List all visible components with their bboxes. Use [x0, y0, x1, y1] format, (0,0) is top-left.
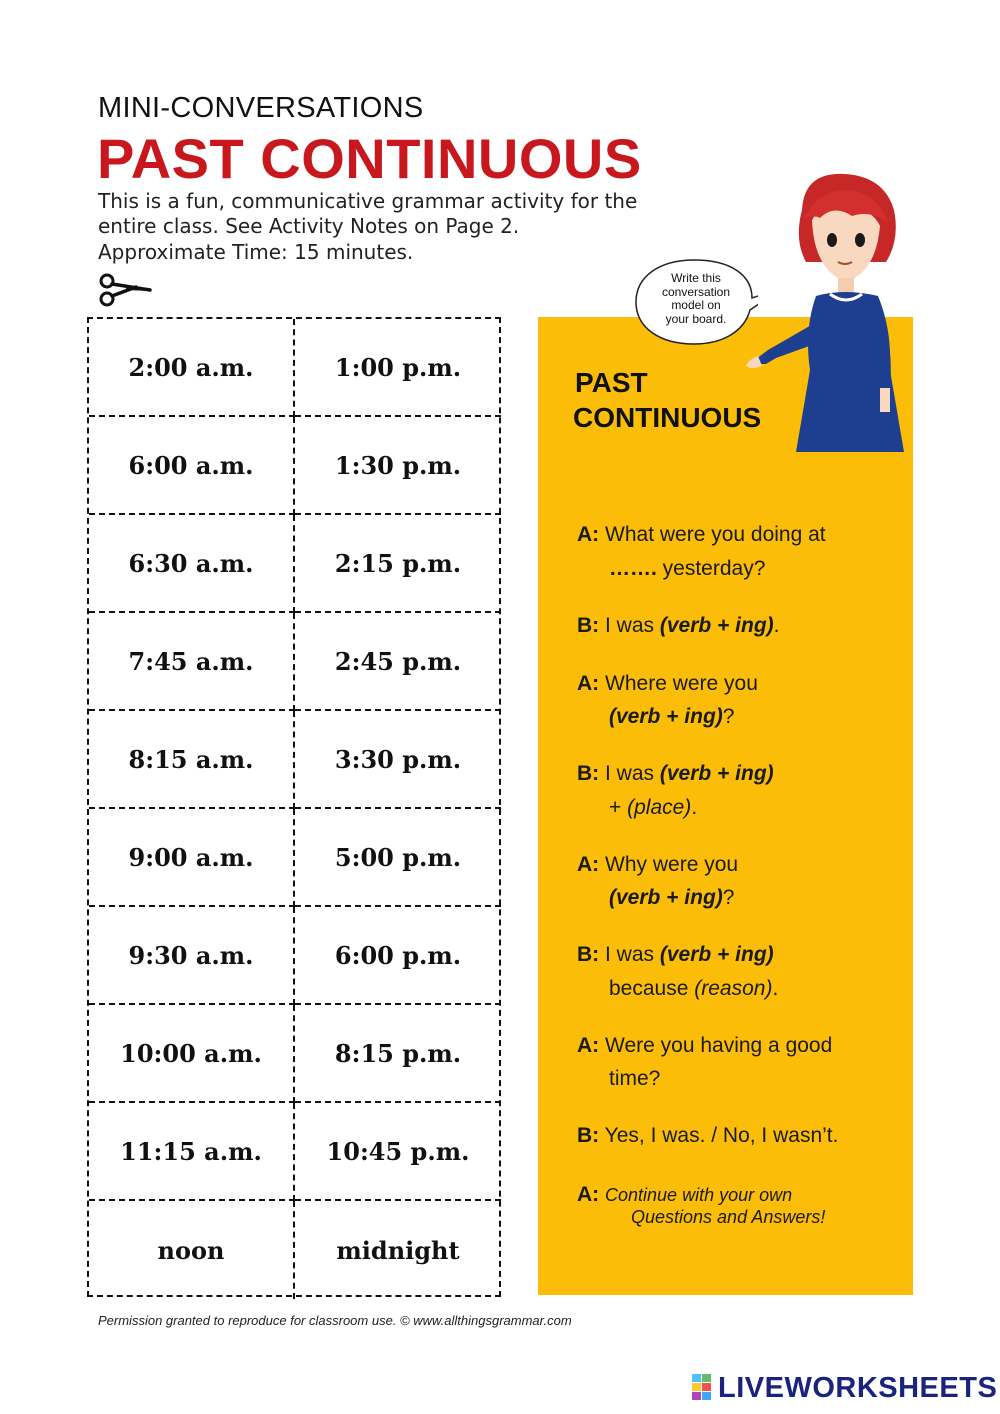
time-card[interactable]: 2:45 p.m. [295, 613, 501, 711]
dialogue-line [609, 557, 765, 581]
placeholder-text: (verb + ing) [659, 762, 774, 785]
placeholder-text: (verb + ing) [609, 705, 723, 728]
placeholder-text: (verb + ing) [659, 614, 774, 637]
dialogue-text: I was [605, 762, 660, 785]
page-subtitle: MINI-CONVERSATIONS [98, 92, 424, 124]
dialogue-text: I was [605, 614, 660, 637]
dialogue-line: time? [609, 1067, 661, 1090]
intro-line-3: Approximate Time: 15 minutes. [98, 240, 414, 264]
dialogue-text: because [609, 977, 695, 1000]
panel-title-line-1: PAST [575, 367, 648, 398]
dialogue-line [577, 762, 774, 786]
dialogue-text: . [691, 796, 698, 819]
speaker-label: A: [577, 523, 600, 546]
speech-bubble-line: conversation [661, 284, 731, 299]
dialogue-line [577, 614, 780, 638]
time-card[interactable]: 9:30 a.m. [89, 907, 295, 1005]
time-card-grid [87, 317, 501, 1297]
dialogue-text: Yes, I was. / No, I wasn’t. [604, 1124, 839, 1147]
speech-bubble-text [648, 272, 744, 326]
dialogue-line [577, 943, 774, 967]
dialogue-text: Were you having a good [605, 1034, 833, 1057]
page-title: PAST CONTINUOUS [97, 127, 642, 190]
dialogue-line [577, 672, 758, 696]
dialogue-line [577, 1183, 792, 1207]
permission-footer: Permission granted to reproduce for classroom use. © www.allthingsgrammar.com [98, 1313, 572, 1328]
dialogue-text: yesterday? [662, 557, 766, 580]
dialogue-line [609, 886, 734, 910]
time-card[interactable]: 8:15 a.m. [89, 711, 295, 809]
time-card[interactable]: midnight [336, 1235, 460, 1265]
dialogue-text: What were you doing at [605, 523, 826, 546]
time-card[interactable]: 10:00 a.m. [89, 1005, 295, 1103]
time-card[interactable]: 2:00 a.m. [89, 319, 295, 417]
intro-line-1: This is a fun, communicative grammar activity for the [98, 189, 638, 213]
speaker-label: A: [577, 672, 600, 695]
time-card[interactable]: 3:30 p.m. [295, 711, 501, 809]
dialogue-line: Questions and Answers! [631, 1207, 826, 1227]
placeholder-text: (place) [627, 796, 692, 819]
time-card[interactable]: 1:30 p.m. [295, 417, 501, 515]
dialogue-text: ? [722, 705, 735, 728]
scissors-icon [96, 272, 152, 308]
speaker-label: A: [577, 1034, 600, 1057]
blank-dots: ……. [609, 557, 663, 580]
intro-line-2: entire class. See Activity Notes on Page 2. [98, 214, 520, 238]
dialogue-line [577, 523, 826, 547]
dialogue-line [609, 796, 697, 820]
time-card[interactable]: noon [89, 1201, 295, 1299]
liveworksheets-logo-icon [692, 1374, 712, 1400]
dialogue-text: Where were you [605, 672, 758, 695]
time-card[interactable]: 6:30 a.m. [89, 515, 295, 613]
placeholder-text: (reason) [694, 977, 773, 1000]
dialogue-text: . [772, 977, 779, 1000]
time-card[interactable]: 7:45 a.m. [89, 613, 295, 711]
dialogue-text: + [609, 796, 628, 819]
time-card[interactable]: 8:15 p.m. [295, 1005, 501, 1103]
dialogue-text: ? [722, 886, 735, 909]
time-card[interactable]: 5:00 p.m. [295, 809, 501, 907]
speaker-label: B: [577, 614, 600, 637]
speaker-label: B: [577, 1124, 600, 1147]
dialogue-text: Why were you [605, 853, 739, 876]
speech-bubble-line: Write this [671, 271, 721, 285]
dialogue-text: . [773, 614, 780, 637]
time-card[interactable]: 6:00 p.m. [295, 907, 501, 1005]
panel-title-line-2: CONTINUOUS [573, 402, 762, 433]
dialogue-line [609, 705, 734, 729]
time-card[interactable]: 1:00 p.m. [295, 319, 501, 417]
speaker-label: B: [577, 762, 600, 785]
teacher-illustration [744, 170, 914, 460]
time-card[interactable]: 11:15 a.m. [89, 1103, 295, 1201]
watermark: LIVEWORKSHEETS [718, 1372, 998, 1404]
time-card[interactable]: 10:45 p.m. [295, 1103, 501, 1201]
dialogue-line [577, 853, 738, 877]
dialogue-text: I was [605, 943, 660, 966]
time-card[interactable]: 9:00 a.m. [89, 809, 295, 907]
dialogue-text: Continue with your own [605, 1185, 793, 1205]
conversation-panel [538, 317, 913, 1295]
speech-bubble-line: your board. [665, 311, 727, 326]
time-card[interactable]: 6:00 a.m. [89, 417, 295, 515]
speaker-label: B: [577, 943, 600, 966]
dialogue-line [577, 1034, 832, 1058]
time-card[interactable]: 2:15 p.m. [295, 515, 501, 613]
speaker-label: A: [577, 1183, 600, 1206]
dialogue-line [609, 977, 778, 1001]
placeholder-text: (verb + ing) [609, 886, 723, 909]
speech-bubble-line: model on [671, 298, 721, 312]
speaker-label: A: [577, 853, 600, 876]
dialogue-line [577, 1124, 838, 1148]
placeholder-text: (verb + ing) [659, 943, 774, 966]
